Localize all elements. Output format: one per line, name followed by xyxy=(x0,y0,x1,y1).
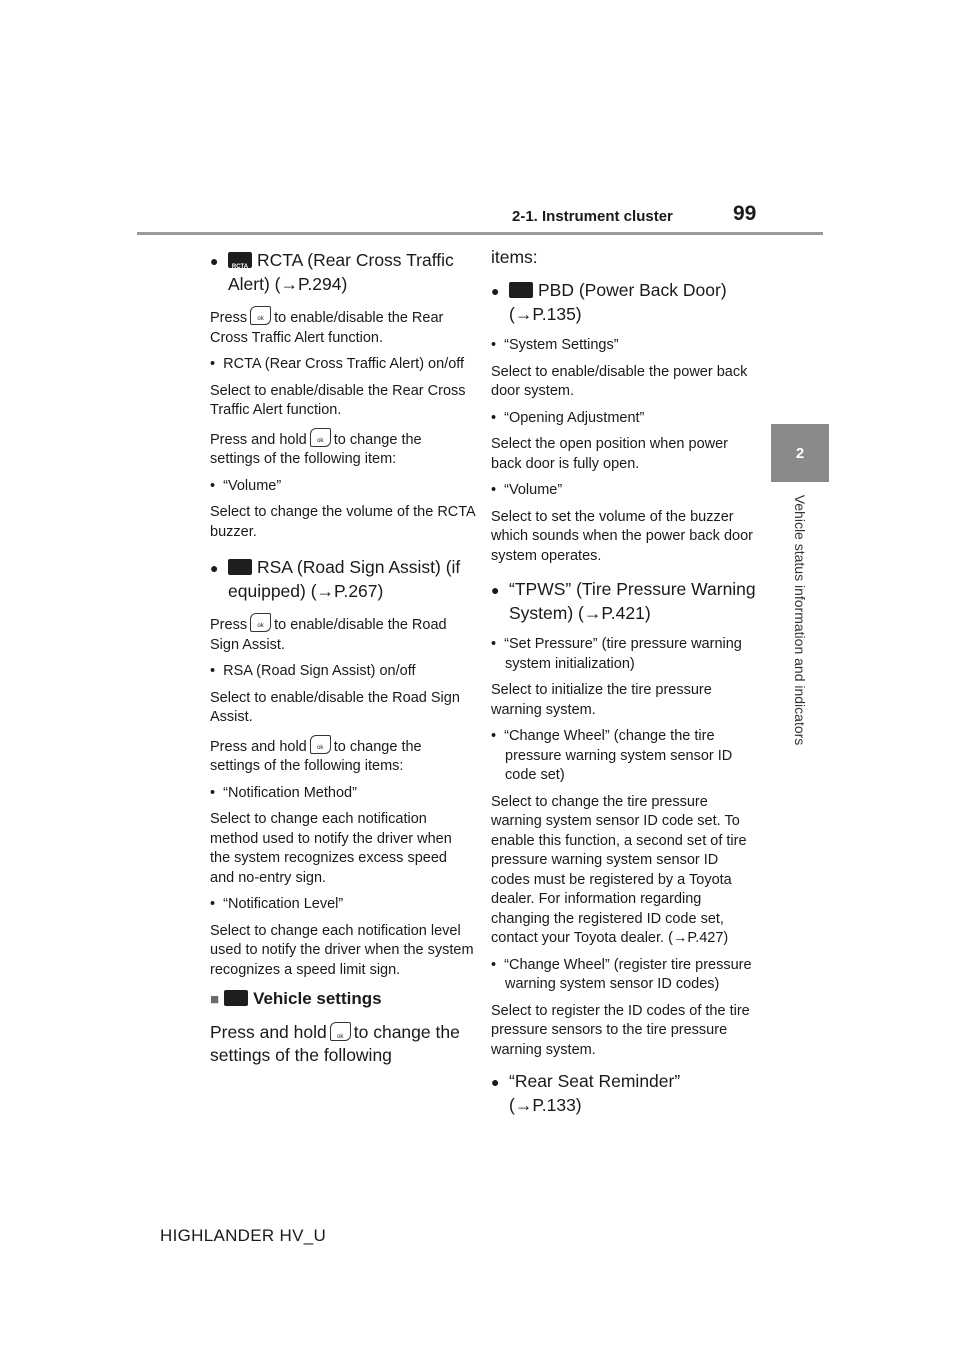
paragraph: Press and holdok to change the settings of the following item: xyxy=(210,428,475,470)
page-number: 99 xyxy=(733,202,757,225)
list-item: • “System Settings” xyxy=(491,337,619,353)
rsr-heading-text: “Rear Seat Reminder” (→P.133) xyxy=(509,1071,681,1115)
chapter-tab xyxy=(771,424,829,482)
list-item: • “Volume” xyxy=(210,477,282,494)
square-bullet-icon: ■ xyxy=(210,991,220,1008)
vehicle-settings-icon xyxy=(224,990,248,1006)
paragraph: Select to change each notification level used to notify the driver when the system recognizes a speed limit sign. xyxy=(210,922,474,978)
list-item: • RCTA (Rear Cross Traffic Alert) on/off xyxy=(210,356,465,372)
paragraph: Select to change each notification method used to notify the driver when the system recognizes excess speed and no-entry sign. xyxy=(210,811,452,886)
rcta-icon xyxy=(228,252,252,268)
ok-button-icon xyxy=(250,306,271,325)
ok-button-icon xyxy=(310,735,331,754)
paragraph: Select to set the volume of the buzzer which sounds when the power back door system operates. xyxy=(491,508,753,564)
paragraph: Select to enable/disable the Rear Cross Traffic Alert function. xyxy=(210,382,466,418)
rear-seat-reminder-heading xyxy=(491,1070,756,1117)
bullet-icon: ● xyxy=(491,1074,500,1090)
power-back-door-icon xyxy=(509,282,533,298)
bullet-icon: ● xyxy=(210,253,219,269)
paragraph: Select to enable/disable the Road Sign Assist. xyxy=(210,689,460,725)
tpws-heading xyxy=(491,578,756,625)
rcta-heading-text: RCTA (Rear Cross Traffic Alert) (→P.294) xyxy=(228,250,454,294)
paragraph: Press and holdok to change the settings of the following xyxy=(210,1021,475,1067)
paragraph: Select to change the volume of the RCTA buzzer. xyxy=(210,504,475,540)
paragraph: Pressok to enable/disable the Road Sign Assist. xyxy=(210,613,475,655)
paragraph: Select to register the ID codes of the tire pressure sensors to the tire pressure warning system. xyxy=(491,1002,750,1058)
rcta-heading xyxy=(210,249,475,296)
list-item: • “Change Wheel” (register tire pressure warning system sensor ID codes) xyxy=(491,956,752,992)
paragraph: Select the open position when power back door is fully open. xyxy=(491,436,728,472)
list-item: • RSA (Road Sign Assist) on/off xyxy=(210,663,416,679)
chapter-label: Vehicle status information and indicators xyxy=(792,494,808,746)
pbd-heading-text: PBD (Power Back Door) (→P.135) xyxy=(509,280,727,324)
list-item: • “Notification Method” xyxy=(210,784,357,801)
ok-button-icon xyxy=(250,613,271,632)
road-sign-assist-icon xyxy=(228,559,252,575)
footer-model: HIGHLANDER HV_U xyxy=(160,1226,327,1245)
paragraph: Press and holdok to change the settings of the following items: xyxy=(210,735,475,777)
vehicle-settings-heading: ■ Vehicle settings xyxy=(210,989,382,1008)
list-item: • “Notification Level” xyxy=(210,896,344,912)
ok-button-icon xyxy=(330,1022,351,1041)
rsa-heading xyxy=(210,556,475,603)
header-rule xyxy=(137,232,823,235)
chapter-number: 2 xyxy=(795,444,805,462)
bullet-icon: ● xyxy=(491,582,500,598)
paragraph: Select to change the tire pressure warning system sensor ID code set. To enable this function, a second set of tire pressure warning system sensor ID codes must be registered by a Toyota dealer. For information regarding changing the registered ID code set, contact your Toyota dealer. (→P.427) xyxy=(491,793,747,946)
paragraph: items: xyxy=(491,247,538,267)
bullet-icon: ● xyxy=(210,560,219,576)
paragraph: Select to enable/disable the power back door system. xyxy=(491,363,748,399)
left-column xyxy=(210,246,475,1067)
list-item: • “Set Pressure” (tire pressure warning system initialization) xyxy=(491,636,742,672)
paragraph: Pressok to enable/disable the Rear Cross Traffic Alert function. xyxy=(210,306,475,348)
ok-button-icon xyxy=(310,428,331,447)
tpws-heading-text: “TPWS” (Tire Pressure Warning System) (→P.421) xyxy=(509,579,756,623)
section-title: 2-1. Instrument cluster xyxy=(512,208,673,225)
list-item: • “Change Wheel” (change the tire pressure warning system sensor ID code set) xyxy=(491,728,733,783)
rsa-heading-text: RSA (Road Sign Assist) (if equipped) (→P.267) xyxy=(228,557,461,601)
list-item: • “Volume” xyxy=(491,482,563,498)
list-item: • “Opening Adjustment” xyxy=(491,409,645,426)
bullet-icon: ● xyxy=(491,283,500,299)
right-column xyxy=(491,246,756,1127)
paragraph: Select to initialize the tire pressure warning system. xyxy=(491,682,712,718)
pbd-heading xyxy=(491,279,756,326)
